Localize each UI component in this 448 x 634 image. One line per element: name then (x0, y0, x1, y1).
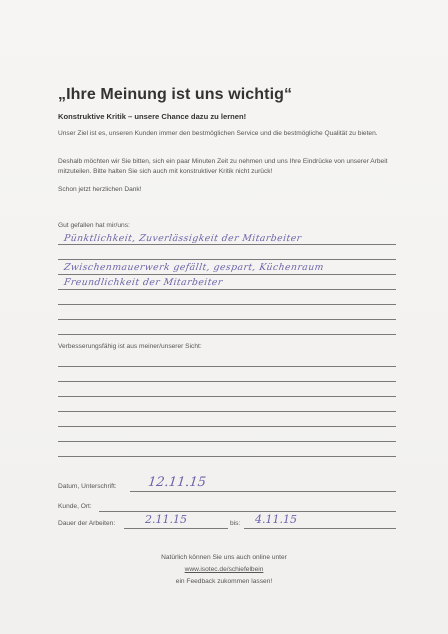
good-line-1 (58, 244, 396, 245)
date-signature-line (130, 491, 396, 492)
customer-location-label: Kunde, Ort: (58, 503, 92, 510)
improve-line-2 (58, 381, 396, 382)
handwriting-date: 12.11.15 (147, 475, 207, 490)
improve-line-7 (58, 456, 396, 457)
duration-to-line (244, 528, 396, 529)
handwriting-duration-to: 4.11.15 (255, 513, 297, 526)
intro-paragraph-1: Unser Ziel ist es, unseren Kunden immer den bestmöglichen Service und die bestmögliche Qualität zu bieten. (58, 130, 378, 137)
duration-label: Dauer der Arbeiten: (58, 520, 116, 527)
good-line-6 (58, 319, 396, 320)
handwriting-good-line-3: Freundlichkeit der Mitarbeiter (63, 277, 224, 288)
footer-website-link[interactable]: www.isotec.de/schiefelbein (184, 566, 264, 573)
handwriting-good-line-2: Zwischenmauerwerk gefällt, gespart, Küchenraum (63, 262, 325, 273)
good-line-7 (58, 334, 396, 335)
page-subtitle: Konstruktive Kritik – unsere Chance dazu zu lernen! (58, 112, 247, 121)
improve-line-1 (58, 366, 396, 367)
handwriting-good-line-1: Pünktlichkeit, Zuverlässigkeit der Mitarbeiter (63, 233, 303, 244)
good-line-5 (58, 304, 396, 305)
footer-line-1: Natürlich können Sie uns auch online unter (161, 554, 287, 561)
good-section-label: Gut gefallen hat mir/uns: (58, 222, 130, 229)
improve-line-4 (58, 411, 396, 412)
duration-to-label: bis: (230, 520, 241, 527)
handwriting-duration-from: 2.11.15 (145, 513, 187, 526)
date-signature-label: Datum, Unterschrift: (58, 483, 117, 490)
good-line-2 (58, 259, 396, 260)
improve-line-5 (58, 426, 396, 427)
page-title: „Ihre Meinung ist uns wichtig“ (58, 86, 293, 103)
improve-section-label: Verbesserungsfähig ist aus meiner/unserer Sicht: (58, 343, 202, 350)
intro-paragraph-3: Schon jetzt herzlichen Dank! (58, 186, 142, 193)
footer-line-3: ein Feedback zukommen lassen! (175, 578, 273, 585)
good-line-3 (58, 274, 396, 275)
improve-line-3 (58, 396, 396, 397)
intro-paragraph-2: Deshalb möchten wir Sie bitten, sich ein paar Minuten Zeit zu nehmen und uns Ihre Eindrücke von unserer Arbeit mitzuteilen. Bitte halten Sie sich auch mit konstruktiver Kritik nicht zurück! (58, 158, 388, 175)
good-line-4 (58, 289, 396, 290)
customer-location-line (99, 511, 396, 512)
duration-from-line (124, 528, 228, 529)
improve-line-6 (58, 441, 396, 442)
